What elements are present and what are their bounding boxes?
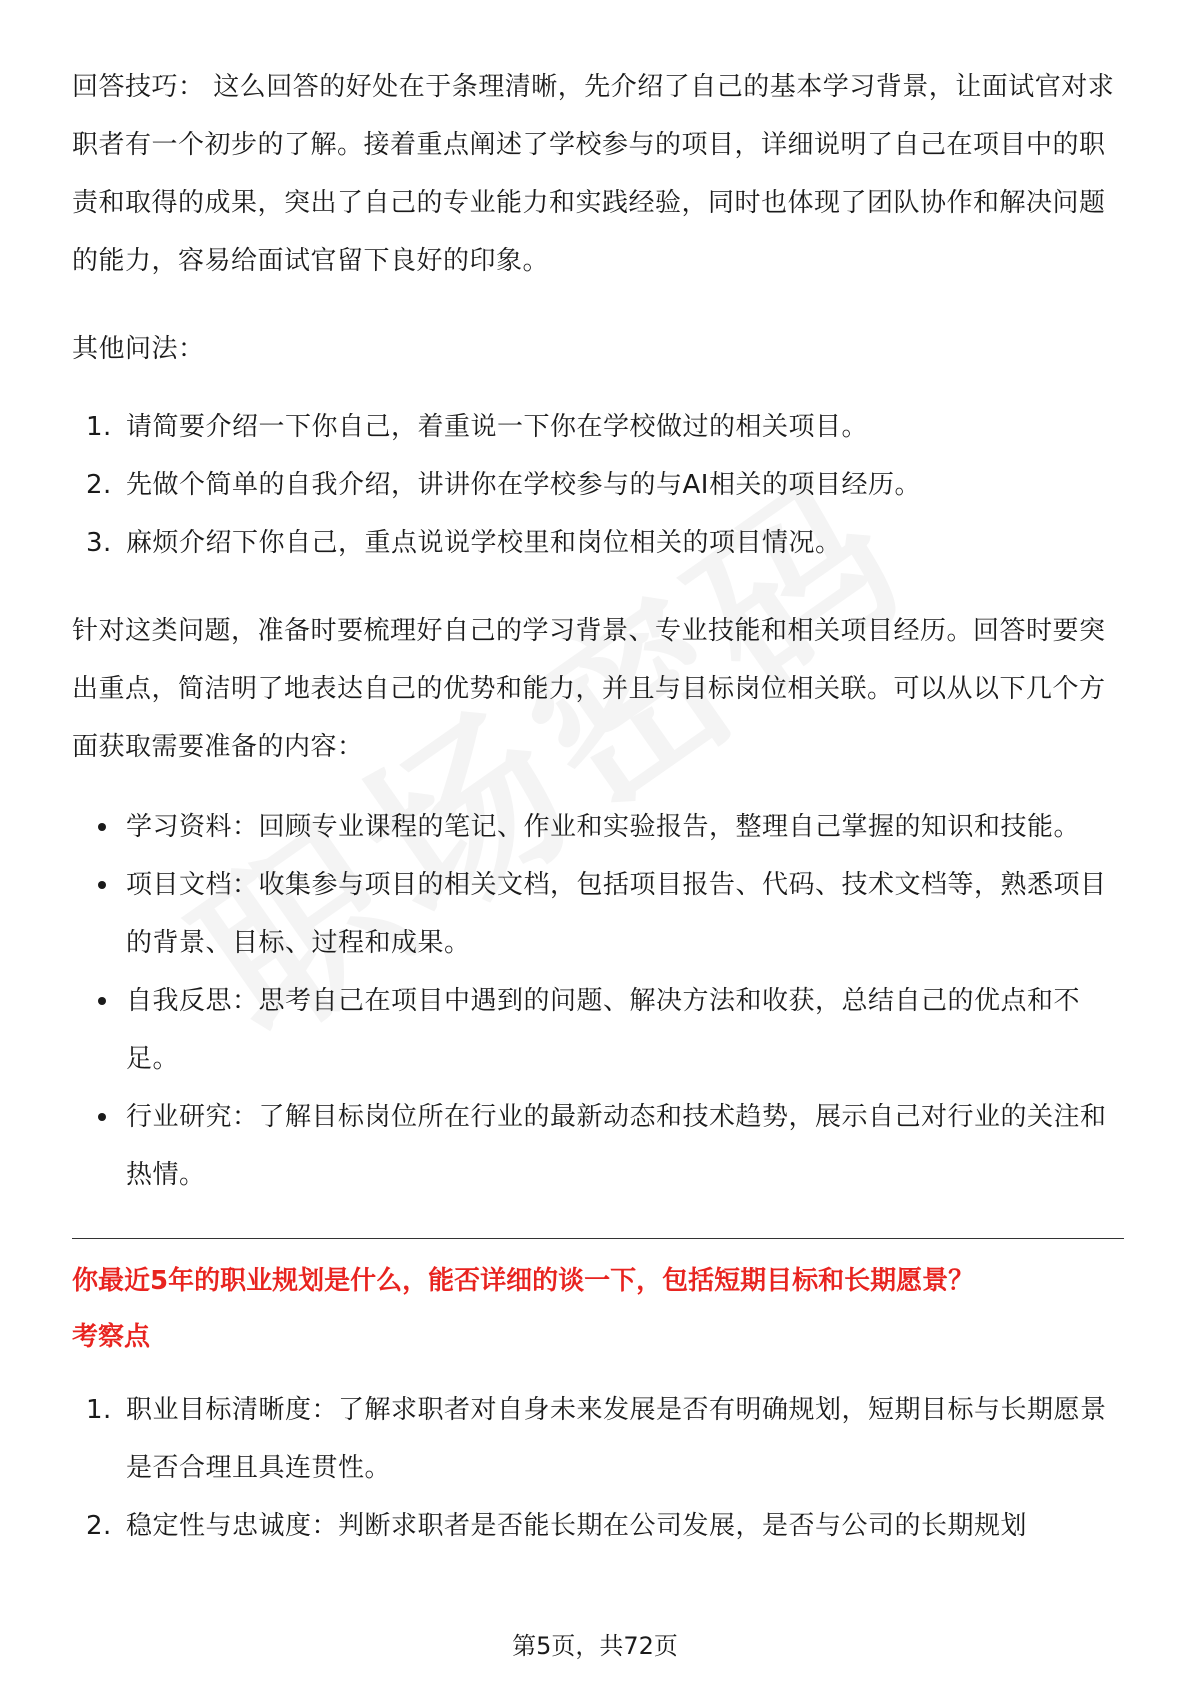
list-item: 自我反思：思考自己在项目中遇到的问题、解决方法和收获，总结自己的优点和不足。 [72, 972, 1124, 1088]
list-item: 2. 稳定性与忠诚度：判断求职者是否能长期在公司发展，是否与公司的长期规划 [86, 1511, 1028, 1541]
list-item: 行业研究：了解目标岗位所在行业的最新动态和技术趋势，展示自己对行业的关注和热情。 [72, 1088, 1124, 1204]
section-divider [72, 1238, 1124, 1239]
list-item: 学习资料：回顾专业课程的笔记、作业和实验报告，整理自己掌握的知识和技能。 [72, 798, 1124, 856]
page-footer: 第5页，共72页 [512, 1632, 678, 1660]
bullet-icon [98, 881, 106, 889]
document-page [72, 58, 1124, 1555]
other-questions-heading: 其他问法： [72, 334, 205, 364]
list-item: 3. 麻烦介绍下你自己，重点说说学校里和岗位相关的项目情况。 [86, 528, 842, 558]
bullet-icon [98, 1113, 106, 1121]
bullet-icon [98, 823, 106, 831]
list-item: 2. 先做个简单的自我介绍，讲讲你在学校参与的与AI相关的项目经历。 [86, 470, 921, 500]
other-questions-list [72, 398, 1124, 572]
preparation-paragraph: 针对这类问题，准备时要梳理好自己的学习背景、专业技能和相关项目经历。回答时要突出重点，简洁明了地表达自己的优势和能力，并且与目标岗位相关联。可以从以下几个方面获取需要准备的内容： [72, 616, 1106, 762]
interview-question-title: 你最近5年的职业规划是什么，能否详细的谈一下，包括短期目标和长期愿景？ [72, 1266, 975, 1296]
answer-tips-paragraph: 回答技巧： 这么回答的好处在于条理清晰，先介绍了自己的基本学习背景，让面试官对求职者有一个初步的了解。接着重点阐述了学校参与的项目，详细说明了自己在项目中的职责和取得的成果，突出了自己的专业能力和实践经验，同时也体现了团队协作和解决问题的能力，容易给面试官留下良好的印象。 [72, 72, 1115, 276]
list-item: 1. 请简要介绍一下你自己，着重说一下你在学校做过的相关项目。 [86, 412, 869, 442]
preparation-list [72, 798, 1124, 1204]
focus-heading: 考察点 [72, 1322, 151, 1352]
list-item: 项目文档：收集参与项目的相关文档，包括项目报告、代码、技术文档等，熟悉项目的背景、目标、过程和成果。 [72, 856, 1124, 972]
list-item: 1. 职业目标清晰度：了解求职者对自身未来发展是否有明确规划，短期目标与长期愿景是否合理且具连贯性。 [86, 1395, 1107, 1483]
focus-points-list [72, 1381, 1124, 1555]
bullet-icon [98, 997, 106, 1005]
